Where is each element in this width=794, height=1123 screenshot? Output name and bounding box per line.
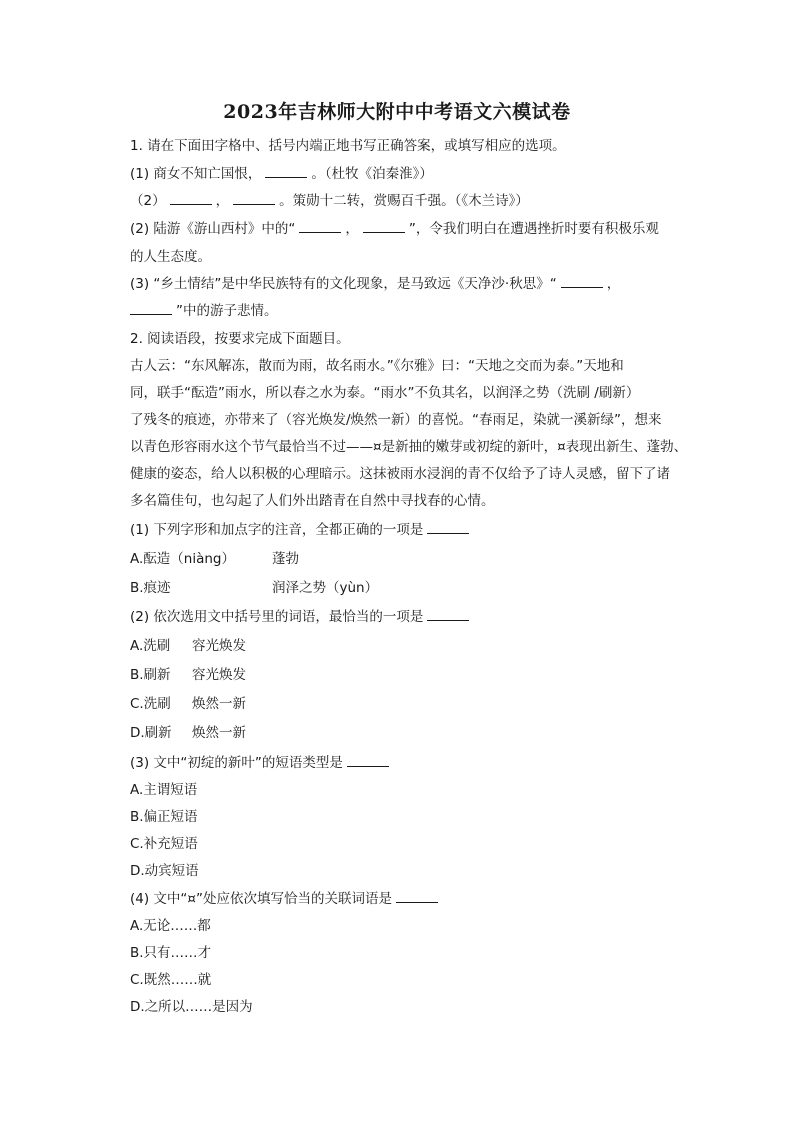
q2-sub4-stem: [130, 890, 730, 908]
answer-blank[interactable]: [347, 754, 389, 767]
answer-blank[interactable]: [363, 220, 405, 233]
q1-sub3: [130, 220, 730, 238]
q1-sub4: [130, 275, 730, 293]
q1-sub3-text-a: (2) 陆游《游山西村》中的“: [130, 221, 296, 237]
passage-line: 了残冬的痕迹，亦带来了（容光焕发/焕然一新）的喜悦。“春雨足，染就一溪新绿”，想来: [130, 412, 662, 428]
option-a[interactable]: A.无论……都: [130, 918, 211, 934]
option-word: C.洗刷: [130, 696, 171, 712]
option-a[interactable]: A.主谓短语: [130, 782, 198, 798]
option-a-word: A.酝造（niàng）: [130, 551, 235, 567]
option-word: B.刷新: [130, 667, 171, 683]
answer-blank[interactable]: [299, 220, 341, 233]
passage-line: 同，联手“酝造”雨水，所以春之水为泰。“雨水”不负其名，以润泽之势（洗刷 /刷新）: [130, 385, 640, 401]
option-a[interactable]: [130, 637, 730, 655]
passage-line: 以青色形容雨水这个节气最恰当不过——¤是新抽的嫩芽或初绽的新叶，¤表现出新生、蓬勃、: [130, 439, 688, 455]
option-b[interactable]: [130, 579, 730, 597]
q2-sub1-stem: [130, 521, 730, 539]
q2-sub2-stem: [130, 608, 730, 626]
q1-sub2-text-b: ，: [215, 193, 230, 209]
q2-stem: 2. 阅读语段，按要求完成下面题目。: [130, 331, 350, 347]
q1-sub4-cont: [130, 302, 730, 320]
option-b[interactable]: B.只有……才: [130, 945, 212, 961]
answer-blank[interactable]: [130, 302, 172, 315]
page-title: 2023年吉林师大附中中考语文六模试卷: [223, 101, 571, 123]
option-d[interactable]: D.之所以……是因为: [130, 999, 253, 1015]
q1-sub2: [130, 192, 730, 210]
option-word: D.刷新: [130, 725, 172, 741]
option-word2: 焕然一新: [192, 725, 246, 741]
passage-line: 多名篇佳句，也勾起了人们外出踏青在自然中寻找春的心情。: [130, 493, 495, 509]
answer-blank[interactable]: [561, 275, 603, 288]
q1-sub1-text-a: (1) 商女不知亡国恨，: [130, 166, 262, 182]
passage-line: 健康的姿态，给人以积极的心理暗示。这抹被雨水浸润的青不仅给予了诗人灵感，留下了诸: [130, 466, 670, 482]
q2-sub1-stem-text: (1) 下列字形和加点字的注音，全都正确的一项是: [130, 522, 424, 538]
answer-blank[interactable]: [396, 890, 438, 903]
option-b[interactable]: [130, 666, 730, 684]
q1-sub2-text-c: 。策勋十二转，赏赐百千强。（《木兰诗》）: [279, 193, 529, 209]
q1-sub4-text-c: ”中的游子悲情。: [176, 303, 278, 319]
option-d[interactable]: D.动宾短语: [130, 863, 199, 879]
answer-blank[interactable]: [233, 192, 275, 205]
q1-sub3-cont: 的人生态度。: [130, 249, 211, 265]
answer-blank[interactable]: [427, 521, 469, 534]
answer-blank[interactable]: [170, 192, 212, 205]
option-c[interactable]: C.补充短语: [130, 836, 198, 852]
q2-sub3-stem-text: (3) 文中“初绽的新叶”的短语类型是: [130, 755, 343, 771]
q1-sub4-text-b: ，: [606, 276, 621, 292]
option-c[interactable]: [130, 695, 730, 713]
option-b[interactable]: B.偏正短语: [130, 809, 198, 825]
option-a-word2: 蓬勃: [272, 551, 299, 567]
q1-stem: 1. 请在下面田字格中、括号内端正地书写正确答案，或填写相应的选项。: [130, 138, 566, 154]
option-word2: 焕然一新: [192, 696, 246, 712]
option-b-word2: 润泽之势（yùn）: [272, 580, 379, 596]
q2-sub3-stem: [130, 754, 730, 772]
q1-sub3-text-b: ，: [345, 221, 359, 237]
passage-line: 古人云：“东风解冻，散而为雨，故名雨水。”《尔雅》曰：“天地之交而为泰。”天地和: [130, 358, 624, 374]
option-word2: 容光焕发: [192, 638, 246, 654]
q1-sub2-text-a: （2）: [130, 193, 166, 209]
answer-blank[interactable]: [265, 165, 307, 178]
option-a[interactable]: [130, 550, 730, 568]
q2-sub4-stem-text: (4) 文中“¤”处应依次填写恰当的关联词语是: [130, 891, 392, 907]
q1-sub3-text-c: ”，令我们明白在遭遇挫折时要有积极乐观: [408, 221, 659, 237]
option-b-word: B.痕迹: [130, 580, 171, 596]
q1-sub1-text-b: 。（杜牧《泊秦淮》）: [311, 166, 433, 182]
option-word: A.洗刷: [130, 638, 171, 654]
option-d[interactable]: [130, 724, 730, 742]
q2-sub2-stem-text: (2) 依次选用文中括号里的词语，最恰当的一项是: [130, 609, 424, 625]
option-c[interactable]: C.既然……就: [130, 972, 212, 988]
option-word2: 容光焕发: [192, 667, 246, 683]
q1-sub1: [130, 165, 730, 183]
q1-sub4-text-a: (3) “乡土情结”是中华民族特有的文化现象，是马致远《天净沙·秋思》“: [130, 276, 557, 292]
answer-blank[interactable]: [427, 608, 469, 621]
